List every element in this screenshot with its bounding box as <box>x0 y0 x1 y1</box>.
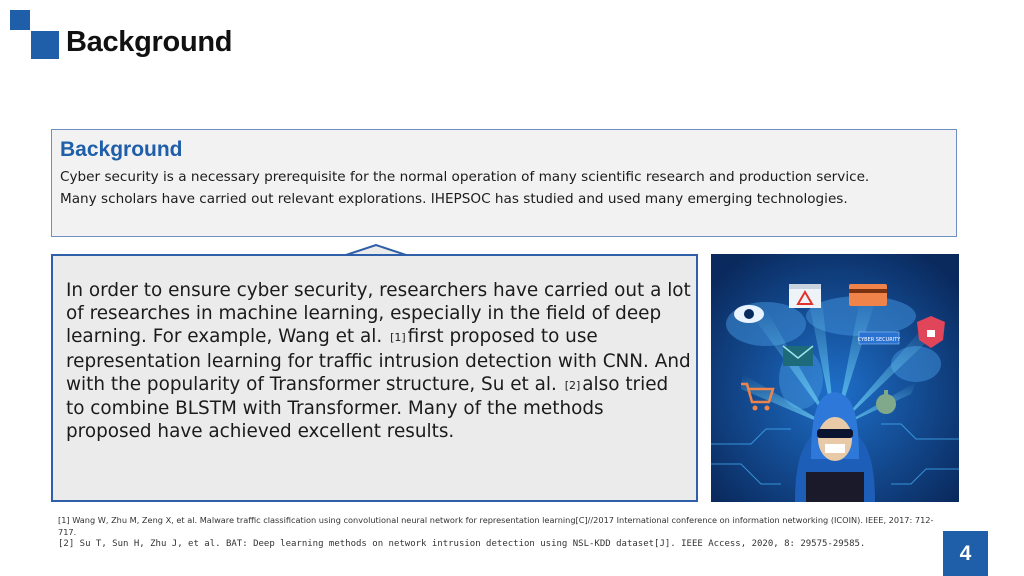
intro-line-1: Cyber security is a necessary prerequisite for the normal operation of many scientific research and production service. <box>60 169 870 185</box>
references <box>58 515 938 551</box>
main-text-part-1: In order to ensure cyber security, researchers have carried out a lot of researches in machine learning, especially in the field of deep learning. For example, Wang et al. <box>66 280 691 348</box>
eye-icon <box>734 305 764 323</box>
intro-box <box>51 129 957 237</box>
main-text-part-3: also tried to combine BLSTM with Transformer. Many of the methods proposed have achieved excellent results. <box>66 373 669 443</box>
svg-text:CYBER SECURITY: CYBER SECURITY <box>857 337 901 343</box>
main-text-part-2: first proposed to use representation learning for traffic intrusion detection with CNN. And with the popularity of Transformer structure, Su et al. <box>66 326 691 395</box>
cyber-security-illustration <box>711 254 959 502</box>
logo-square-large <box>31 31 59 59</box>
slide-title: Background <box>66 26 233 58</box>
security-badge-icon <box>858 332 902 344</box>
reference-1: [1] Wang W, Zhu M, Zeng X, et al. Malware traffic classification using convolutional neural network for representation learning[C]//2017 International conference on information networking (ICOIN). IEEE, 2017: 712-717. <box>58 515 934 537</box>
intro-heading: Background <box>60 138 183 161</box>
main-paragraph <box>66 279 691 443</box>
main-content-box <box>51 254 698 502</box>
email-icon <box>783 346 813 366</box>
credit-card-icon <box>849 284 887 306</box>
citation-2: [2] <box>564 378 581 392</box>
page-number: 4 <box>943 531 988 576</box>
logo-square-small <box>10 10 30 30</box>
reference-2: [2] Su T, Sun H, Zhu J, et al. BAT: Deep learning methods on network intrusion detection using NSL-KDD dataset[J]. IEEE Access, 2020, 8: 29575-29585. <box>58 539 866 550</box>
citation-1: [1] <box>390 331 406 345</box>
intro-line-2: Many scholars have carried out relevant explorations. IHEPSOC has studied and used many emerging technologies. <box>60 191 848 207</box>
warning-browser-icon <box>789 284 821 308</box>
